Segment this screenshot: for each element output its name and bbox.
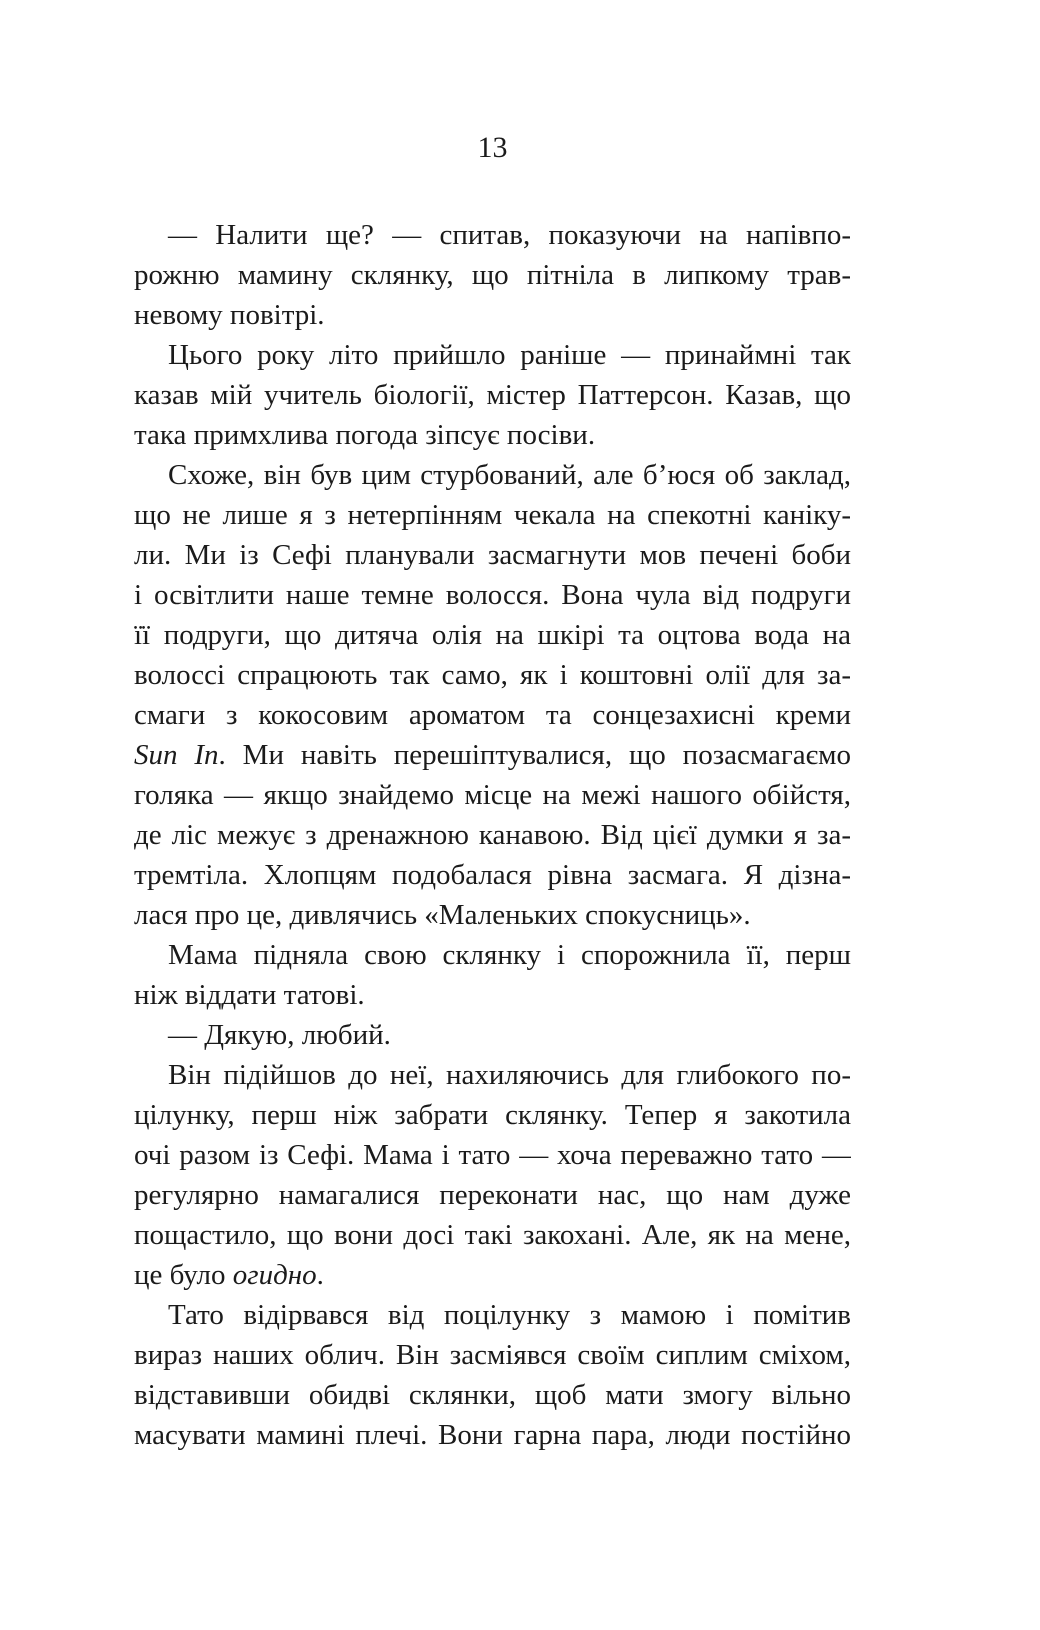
text-segment: пощастило, що вони досі такі закохані. Але, як на мене, xyxy=(134,1219,851,1251)
text-segment: це було xyxy=(134,1259,233,1291)
text-line xyxy=(134,1335,851,1375)
text-segment: смаги з кокосовим ароматом та сонцезахисні креми xyxy=(134,699,851,731)
text-segment: — Налити ще? — спитав, показуючи на напівпо- xyxy=(168,219,851,251)
text-line xyxy=(134,215,851,255)
italic-text: Sun In xyxy=(134,739,219,771)
paragraph xyxy=(134,1055,851,1295)
text-line xyxy=(134,1215,851,1255)
text-segment: цілунку, перш ніж забрати склянку. Тепер я закотила xyxy=(134,1099,851,1131)
text-segment: Він підійшов до неї, нахиляючись для глибокого по- xyxy=(168,1059,851,1091)
text-segment: . xyxy=(316,1259,324,1291)
text-segment: Цього року літо прийшло раніше — принаймні так xyxy=(168,339,851,371)
text-segment: лася про це, дивлячись «Маленьких спокусниць». xyxy=(134,899,751,931)
text-segment: Схоже, він був цим стурбований, але б’юся об заклад, xyxy=(168,459,851,491)
page-text xyxy=(134,215,851,1455)
text-line xyxy=(134,455,851,495)
text-segment: що не лише я з нетерпінням чекала на спекотні каніку- xyxy=(134,499,851,531)
text-line xyxy=(134,1415,851,1455)
text-line xyxy=(134,255,851,295)
text-line xyxy=(134,975,851,1015)
text-line xyxy=(134,1135,851,1175)
paragraph xyxy=(134,935,851,1015)
text-segment: Тато відірвався від поцілунку з мамою і помітив xyxy=(168,1299,851,1331)
text-line xyxy=(134,335,851,375)
text-segment: . Ми навіть перешіптувалися, що позасмагаємо xyxy=(218,739,851,771)
paragraph xyxy=(134,455,851,935)
text-segment: регулярно намагалися переконати нас, що нам дуже xyxy=(134,1179,851,1211)
text-segment: очі разом із Сефі. Мама і тато — хоча переважно тато — xyxy=(134,1139,851,1171)
text-segment: така примхлива погода зіпсує посіви. xyxy=(134,419,596,451)
text-segment: масувати мамині плечі. Вони гарна пара, люди постійно xyxy=(134,1419,851,1451)
text-line xyxy=(134,1255,851,1295)
text-segment: казав мій учитель біології, містер Паттерсон. Казав, що xyxy=(134,379,851,411)
text-segment: де ліс межує з дренажною канавою. Від цієї думки я за- xyxy=(134,819,851,851)
text-line xyxy=(134,775,851,815)
text-line xyxy=(134,1055,851,1095)
page-number: 13 xyxy=(477,131,508,164)
text-line xyxy=(134,575,851,615)
text-segment: — Дякую, любий. xyxy=(168,1019,391,1051)
text-line xyxy=(134,1175,851,1215)
text-line xyxy=(134,1015,851,1055)
paragraph xyxy=(134,215,851,335)
text-segment: невому повітрі. xyxy=(134,299,325,331)
text-line xyxy=(134,535,851,575)
text-segment: відставивши обидві склянки, щоб мати змогу вільно xyxy=(134,1379,851,1411)
text-line xyxy=(134,735,851,775)
paragraph xyxy=(134,335,851,455)
text-segment: і освітлити наше темне волосся. Вона чула від подруги xyxy=(134,579,851,611)
text-line xyxy=(134,935,851,975)
text-segment: ніж віддати татові. xyxy=(134,979,365,1011)
paragraph xyxy=(134,1015,851,1055)
text-line xyxy=(134,615,851,655)
text-segment: її подруги, що дитяча олія на шкірі та оцтова вода на xyxy=(134,619,851,651)
text-line xyxy=(134,1095,851,1135)
text-segment: Мама підняла свою склянку і спорожнила її, перш xyxy=(168,939,851,971)
text-line xyxy=(134,375,851,415)
text-segment: голяка — якщо знайдемо місце на межі нашого обійстя, xyxy=(134,779,851,811)
italic-text: огидно xyxy=(232,1259,317,1291)
text-segment: рожню мамину склянку, що пітніла в липкому трав- xyxy=(134,259,851,291)
text-line xyxy=(134,415,851,455)
text-line xyxy=(134,655,851,695)
text-line xyxy=(134,1375,851,1415)
text-line xyxy=(134,495,851,535)
text-line xyxy=(134,295,851,335)
paragraph xyxy=(134,1295,851,1455)
text-segment: тремтіла. Хлопцям подобалася рівна засмага. Я дізна- xyxy=(134,859,851,891)
text-segment: волоссі спрацюють так само, як і коштовні олії для за- xyxy=(134,659,851,691)
text-segment: ли. Ми із Сефі планували засмагнути мов печені боби xyxy=(134,539,851,571)
text-line xyxy=(134,855,851,895)
text-segment: вираз наших облич. Він засміявся своїм сиплим сміхом, xyxy=(134,1339,851,1371)
text-line xyxy=(134,815,851,855)
text-line xyxy=(134,895,851,935)
text-line xyxy=(134,1295,851,1335)
text-line xyxy=(134,695,851,735)
